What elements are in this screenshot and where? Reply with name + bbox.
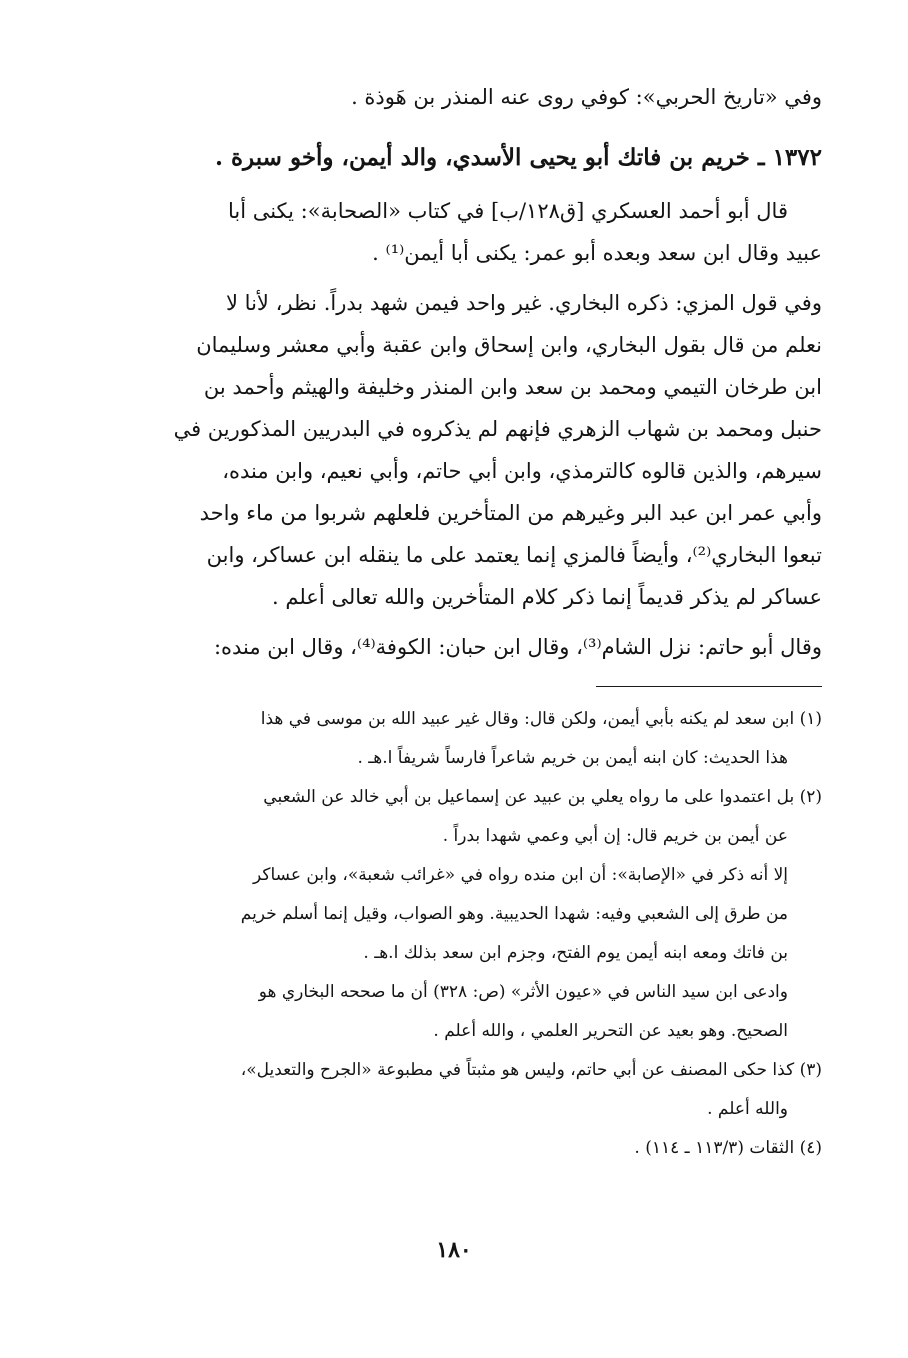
footnote-line: إلا أنه ذكر في «الإصابة»: أن ابن منده رواه في «غرائب شعبة»، وابن عساكر [253,865,788,885]
footnote-line: (٢) بل اعتمدوا على ما رواه يعلي بن عبيد عن إسماعيل بن أبي خالد عن الشعبي [263,787,822,807]
footnote-4 [72,1129,822,1168]
footnotes [72,700,822,1168]
paragraph-line: وفي قول المزي: ذكره البخاري. غير واحد فيمن شهد بدراً. نظر، لأنا لا [226,291,822,315]
footnote-line: (٣) كذا حكى المصنف عن أبي حاتم، وليس هو مثبتاً في مطبوعة «الجرح والتعديل»، [240,1060,822,1080]
paragraph-abu-hatim [72,626,822,668]
paragraph-line: ابن طرخان التيمي ومحمد بن سعد وابن المنذر وخليفة والهيثم وأحمد بن [203,375,822,399]
paragraph-kunya [72,190,822,274]
intro-paragraph [72,76,822,118]
paragraph-line: حنبل ومحمد بن شهاب الزهري فإنهم لم يذكروه في البدريين المذكورين في [173,417,822,441]
footnote-2 [72,778,822,1051]
paragraph-line: نعلم من قال بقول البخاري، وابن إسحاق وابن عقبة وأبي معشر وسليمان [196,333,822,357]
paragraph-line: وأبي عمر ابن عبد البر وغيرهم من المتأخرين فلعلهم شربوا من ماء واحد [199,501,822,525]
footnote-separator [596,686,822,687]
footnote-1 [72,700,822,778]
paragraph-line: وقال أبو حاتم: نزل الشام⁽³⁾، وقال ابن حبان: الكوفة⁽⁴⁾، وقال ابن منده: [213,635,822,659]
footnote-3 [72,1051,822,1129]
footnote-line: هذا الحديث: كان ابنه أيمن بن خريم شاعراً فارساً شريفاً ا.هـ . [357,748,788,768]
footnote-line: عن أيمن بن خريم قال: إن أبي وعمي شهدا بدراً . [442,826,788,846]
paragraph-line: قال أبو أحمد العسكري [ق١٢٨/ب] في كتاب «الصحابة»: يكنى أبا [227,199,788,223]
paragraph-line: عساكر لم يذكر قديماً إنما ذكر كلام المتأخرين والله تعالى أعلم . [272,585,822,609]
page-number: ١٨٠ [436,1237,472,1263]
paragraph-line: تبعوا البخاري⁽²⁾، وأيضاً فالمزي إنما يعتمد على ما ينقله ابن عساكر، وابن [206,543,822,567]
entry-heading [72,136,822,180]
footnote-line: (٤) الثقات (١١٣/٣ ـ ١١٤) . [634,1138,822,1158]
paragraph-line: عبيد وقال ابن سعد وبعده أبو عمر: يكنى أبا أيمن⁽¹⁾ . [372,241,822,265]
footnote-line: الصحيح. وهو بعيد عن التحرير العلمي ، والله أعلم . [433,1021,788,1041]
footnote-line: بن فاتك ومعه ابنه أيمن يوم الفتح، وجزم ابن سعد بذلك ا.هـ . [363,943,788,963]
paragraph-mizzi [72,282,822,618]
footnote-line: والله أعلم . [707,1099,788,1119]
footnote-line: وادعى ابن سيد الناس في «عيون الأثر» (ص: ٣٢٨) أن ما صححه البخاري هو [258,982,788,1002]
book-page [72,0,822,1358]
footnote-line: (١) ابن سعد لم يكنه بأبي أيمن، ولكن قال: وقال غير عبيد الله بن موسى في هذا [260,709,822,729]
footnote-line: من طرق إلى الشعبي وفيه: شهدا الحديبية. وهو الصواب، وقيل إنما أسلم خريم [240,904,788,924]
entry-heading-text: ١٣٧٢ ـ خريم بن فاتك أبو يحيى الأسدي، والد أيمن، وأخو سبرة . [214,144,822,171]
intro-line: وفي «تاريخ الحربي»: كوفي روى عنه المنذر بن هَوذة . [351,85,822,109]
paragraph-line: سيرهم، والذين قالوه كالترمذي، وابن أبي حاتم، وأبي نعيم، وابن منده، [222,459,822,483]
